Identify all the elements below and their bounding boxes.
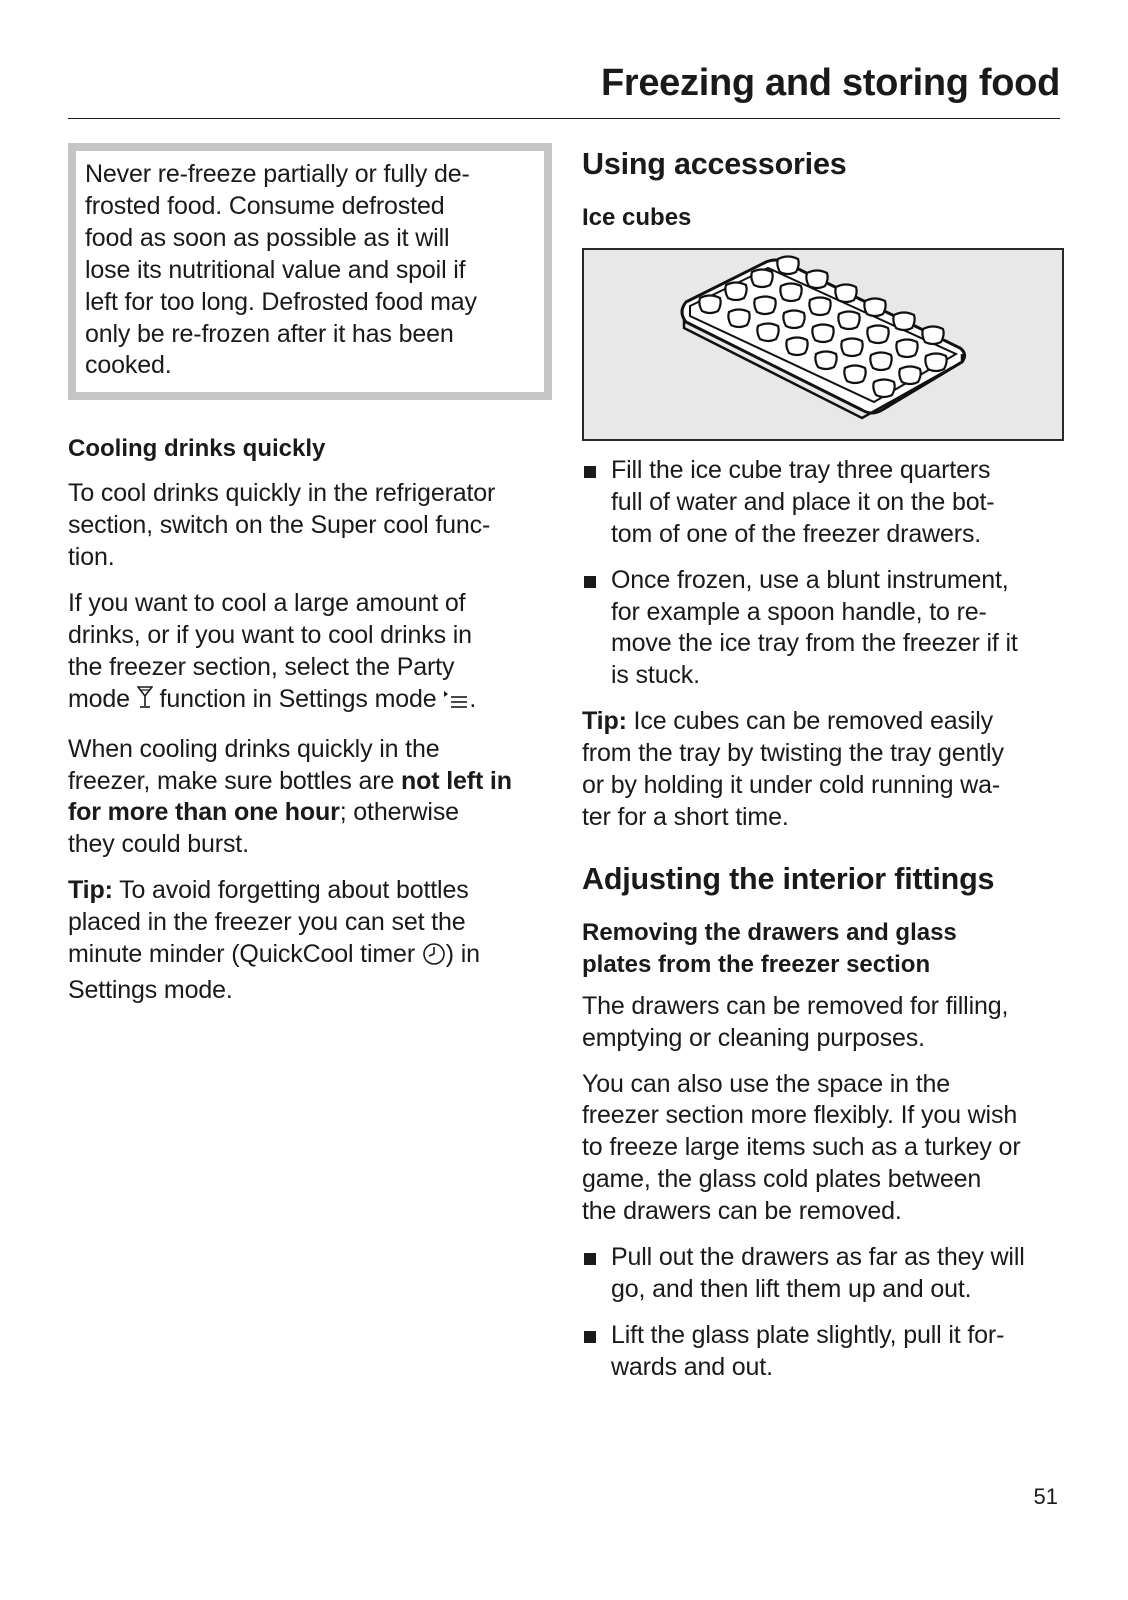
text-fragment: freezer, make sure bottles are	[68, 766, 402, 795]
text-line: move the ice tray from the freezer if it	[611, 629, 1018, 658]
text-line: from the tray by twisting the tray gently	[582, 739, 1004, 768]
text-line: You can also use the space in the	[582, 1069, 951, 1098]
text-line: plates from the freezer section	[582, 950, 931, 978]
tip-label: Tip:	[68, 876, 113, 905]
warning-box	[68, 143, 552, 400]
text-line: tion.	[68, 543, 115, 572]
warning-line: food as soon as possible as it will	[85, 223, 450, 252]
text-line: they could burst.	[68, 830, 249, 859]
text-fragment: mode	[68, 684, 137, 713]
text-line: placed in the freezer you can set the	[68, 908, 466, 937]
right-column	[582, 143, 1066, 1384]
text-line: Lift the glass plate slightly, pull it for-	[611, 1320, 1005, 1349]
cooling-paragraph-1	[68, 478, 552, 574]
tip-label: Tip:	[582, 707, 627, 736]
fittings-heading: Adjusting the interior fittings	[582, 861, 995, 896]
text-line: ter for a short time.	[582, 802, 789, 831]
warning-line: left for too long. Defrosted food may	[85, 287, 477, 316]
text-line: full of water and place it on the bot-	[611, 487, 995, 516]
text-line: freezer section more flexibly. If you wish	[582, 1101, 1018, 1130]
bullet-square	[584, 576, 596, 588]
text-fragment: .	[469, 684, 477, 713]
text-line: the freezer section, select the Party	[68, 652, 455, 681]
text-line: section, switch on the Super cool func-	[68, 511, 491, 540]
text-line: go, and then lift them up and out.	[611, 1274, 972, 1303]
party-glass-icon	[137, 685, 153, 720]
text-line: To cool drinks quickly in the refrigerator	[68, 479, 496, 508]
text-line: for example a spoon handle, to re-	[611, 597, 987, 626]
text-line: wards and out.	[611, 1352, 773, 1381]
list-item	[582, 1242, 1066, 1306]
clock-icon	[422, 942, 446, 975]
text-fragment: ; otherwise	[339, 798, 459, 827]
text-line: The drawers can be removed for filling,	[582, 991, 1009, 1020]
header-divider	[68, 118, 1060, 119]
warning-line: Never re-freeze partially or fully de-	[85, 160, 470, 188]
cooling-paragraph-3	[68, 734, 552, 862]
cooling-tip	[68, 875, 552, 1007]
text-line: Fill the ice cube tray three quarters	[611, 455, 991, 484]
bullet-text	[611, 1320, 1066, 1384]
text-fragment: function in Settings mode	[152, 684, 444, 713]
warning-text	[85, 159, 532, 382]
text-line: emptying or cleaning purposes.	[582, 1023, 925, 1052]
page-number: 51	[1033, 1484, 1058, 1509]
cooling-paragraph-2	[68, 588, 552, 720]
text-fragment: minute minder (QuickCool timer	[68, 940, 422, 969]
bullet-square	[584, 1331, 596, 1343]
text-line: Once frozen, use a blunt instrument,	[611, 565, 1009, 594]
accessories-heading: Using accessories	[582, 147, 847, 181]
text-line: game, the glass cold plates between	[582, 1165, 982, 1194]
text-line: Settings mode.	[68, 975, 233, 1004]
fittings-paragraph-1	[582, 991, 1066, 1055]
text-line: Removing the drawers and glass	[582, 918, 957, 946]
text-fragment: ) in	[445, 940, 480, 969]
ice-cubes-subheading: Ice cubes	[582, 204, 692, 231]
fittings-subheading	[582, 917, 1066, 981]
bullet-text	[611, 1242, 1066, 1306]
text-line: tom of one of the freezer drawers.	[611, 519, 982, 548]
text-line: is stuck.	[611, 661, 700, 690]
text-fragment: To avoid forgetting about bottles	[112, 876, 469, 905]
text-fragment: Ice cubes can be removed easily	[626, 707, 993, 736]
bullet-square	[584, 1253, 596, 1265]
warning-line: frosted food. Consume defrosted	[85, 191, 445, 220]
warning-line: lose its nutritional value and spoil if	[85, 255, 466, 284]
text-line: When cooling drinks quickly in the	[68, 734, 440, 763]
warning-line: only be re-frozen after it has been	[85, 319, 454, 348]
cooling-heading: Cooling drinks quickly	[68, 435, 326, 463]
warning-line: cooked.	[85, 351, 172, 380]
bullet-text	[611, 455, 1066, 551]
bold-text: for more than one hour	[68, 798, 340, 827]
list-item	[582, 1320, 1066, 1384]
text-line: to freeze large items such as a turkey or	[582, 1133, 1021, 1162]
list-item	[582, 455, 1066, 551]
text-line: If you want to cool a large amount of	[68, 588, 466, 617]
text-line: or by holding it under cold running wa-	[582, 771, 1001, 800]
left-column	[68, 143, 552, 1007]
bold-text: not left in	[401, 766, 512, 795]
settings-menu-icon	[443, 688, 469, 720]
text-line: drinks, or if you want to cool drinks in	[68, 620, 472, 649]
text-line: Pull out the drawers as far as they will	[611, 1243, 1025, 1272]
accessories-tip	[582, 706, 1066, 834]
bullet-square	[584, 466, 596, 478]
fittings-paragraph-2	[582, 1069, 1066, 1229]
bullet-text	[611, 565, 1066, 693]
ice-cube-tray-illustration	[582, 248, 1064, 441]
list-item	[582, 565, 1066, 693]
page-title: Freezing and storing food	[600, 62, 1060, 104]
text-line: the drawers can be removed.	[582, 1197, 902, 1226]
